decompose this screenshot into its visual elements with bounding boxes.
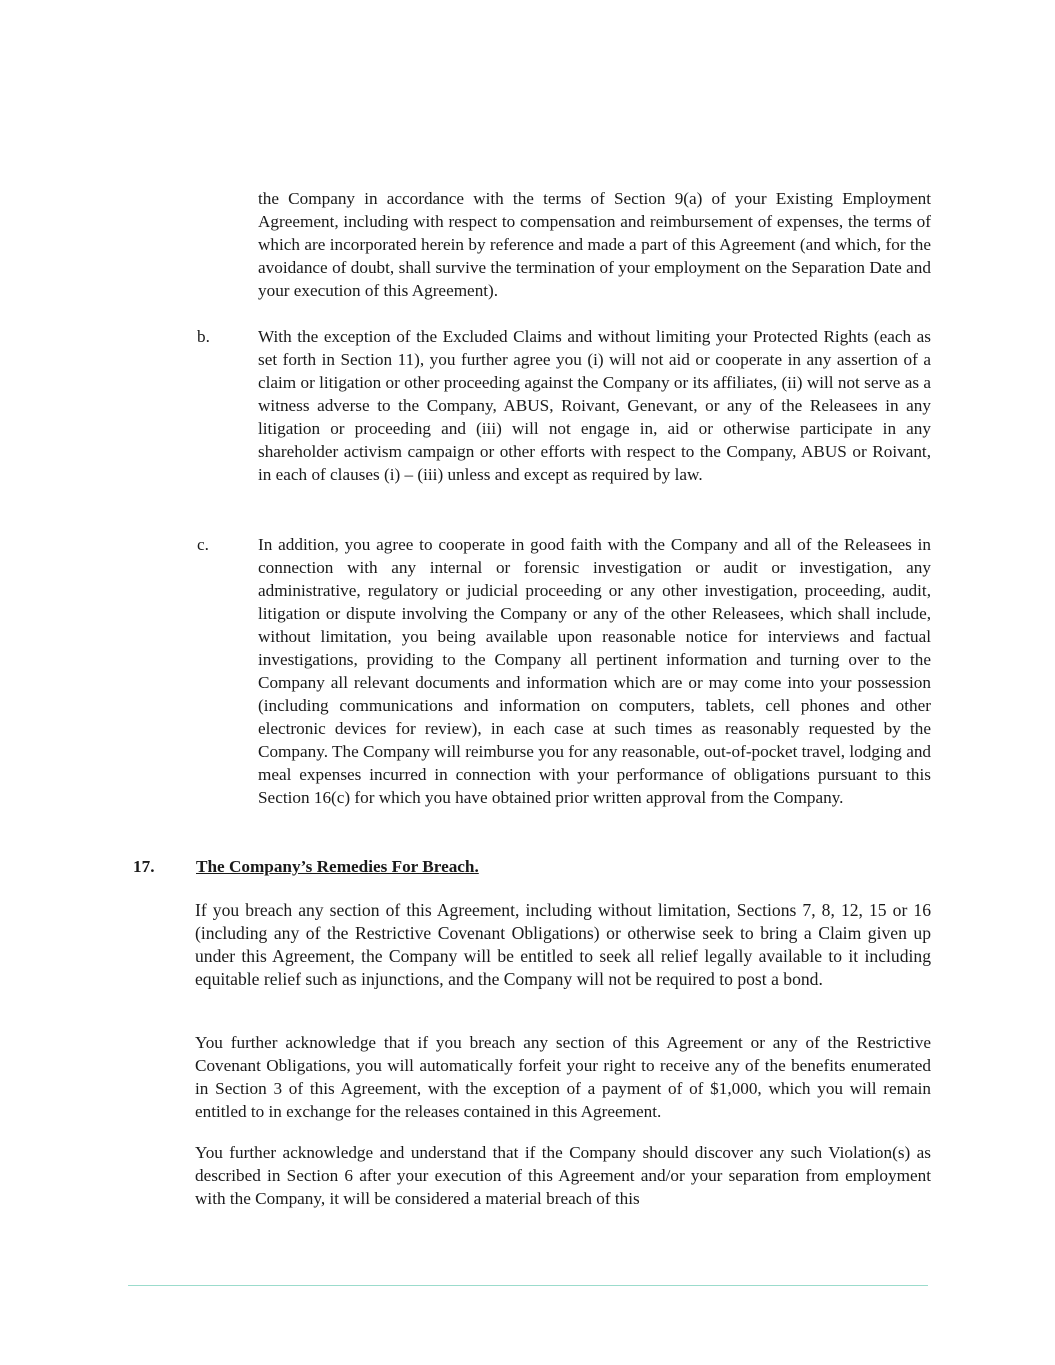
item-letter-b: b. [197,327,210,346]
section-17-paragraph-2: You further acknowledge that if you breach any section of this Agreement or any of the Restrictive Covenant Obligations, you will automatically forfeit your right to receive any of the benefits enumerated in Section 3 of this Agreement, with the exception of a payment of of $1,000, which you will remain entitled to in exchange for the releases contained in this Agreement. [195,1033,931,1121]
continuation-paragraph: the Company in accordance with the terms of Section 9(a) of your Existing Employment Agreement, including with respect to compensation and reimbursement of expenses, the terms of which are incorporated herein by reference and made a part of this Agreement (and which, for the avoidance of doubt, shall survive the termination of your employment on the Separation Date and your execution of this Agreement). [258,189,931,300]
item-c-paragraph: In addition, you agree to cooperate in good faith with the Company and all of the Releasees in connection with any internal or forensic investigation or audit or investigation, any administrative, regulatory or judicial proceeding or any other investigation, proceeding, audit, litigation or dispute involving the Company or any of the other Releasees, which shall include, without limitation, you being available upon reasonable notice for interviews and factual investigations, providing to the Company all pertinent information and turning over to the Company all relevant documents and information which are or may come into your possession (including communications and information on computers, tablets, cell phones and other electronic devices for review), in each case at such times as reasonably requested by the Company. The Company will reimburse you for any reasonable, out-of-pocket travel, lodging and meal expenses incurred in connection with your performance of obligations pursuant to this Section 16(c) for which you have obtained prior written approval from the Company. [258,535,932,807]
item-letter-c: c. [197,535,209,554]
section-17-title: The Company’s Remedies For Breach. [196,857,479,876]
section-17-paragraph-3: You further acknowledge and understand that if the Company should discover any such Violation(s) as described in Section 6 after your execution of this Agreement and/or your separation from employment with the Company, it will be considered a material breach of this [195,1143,931,1208]
footer-rule [128,1285,928,1286]
section-17-number: 17. [133,857,155,876]
item-b-paragraph: With the exception of the Excluded Claims and without limiting your Protected Rights (each as set forth in Section 11), you further agree you (i) will not aid or cooperate in any assertion of a claim or litigation or other proceeding against the Company or its affiliates, (ii) will not serve as a witness adverse to the Company, ABUS, Roivant, Genevant, or any of the Releasees in any litigation or proceeding and (iii) will not engage in, aid or otherwise participate in any shareholder activism campaign or other efforts with respect to the Company, ABUS or Roivant, in each of clauses (i) – (iii) unless and except as required by law. [258,327,931,484]
section-17-paragraph-1: If you breach any section of this Agreement, including without limitation, Sections 7, 8, 12, 15 or 16 (including any of the Restrictive Covenant Obligations) or otherwise seek to bring a Claim given up under this Agreement, the Company will be entitled to seek all relief legally available to it including equitable relief such as injunctions, and the Company will not be required to post a bond. [195,900,931,989]
